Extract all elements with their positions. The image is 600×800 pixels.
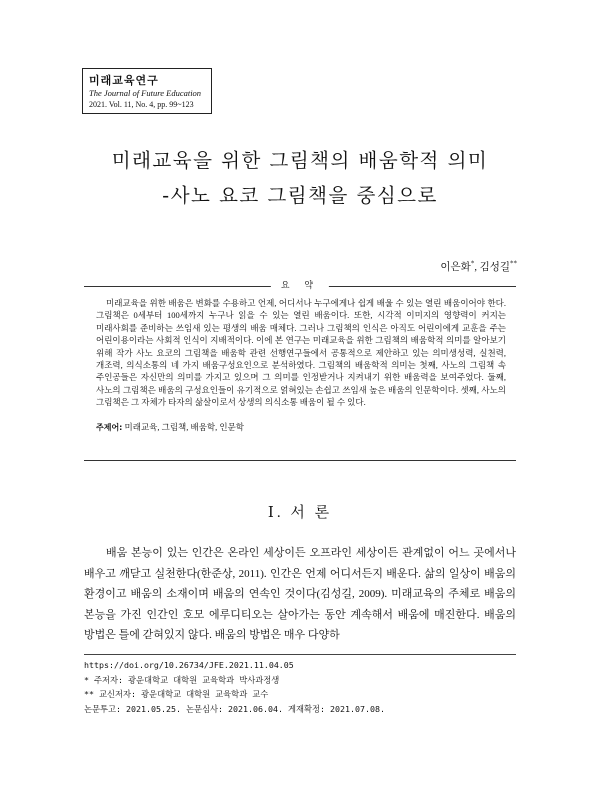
abstract-top-rule bbox=[84, 279, 516, 293]
abstract-section bbox=[84, 279, 516, 433]
journal-name-english: The Journal of Future Education bbox=[89, 88, 202, 98]
section-title: Ⅰ. 서 론 bbox=[267, 505, 333, 521]
footnotes bbox=[84, 654, 516, 716]
keywords-list: 미래교육, 그림책, 배움학, 인문학 bbox=[122, 421, 245, 432]
body-paragraph: 배움 본능이 있는 인간은 온라인 세상이든 오프라인 세상이든 관계없이 어느 곳에서나 배우고 깨닫고 실천한다(한준상, 2011). 인간은 언제 어디서든지 배운다. 삶의 일상이 배움의 환경이고 배움의 소재이며 배움의 연속인 것이다(김성길, 2009). 미래교육의 주체로 배움의 본능을 가진 인간인 호모 에루디티오는 살아가는 동안 계속해서 배움에 매진한다. 배움의 방법은 틀에 갇혀있지 않다. 배움의 방법은 매우 다양하 bbox=[84, 547, 516, 641]
abstract-bottom-rule bbox=[84, 460, 516, 461]
paper-subtitle: -사노 요코 그림책을 중심으로 bbox=[162, 184, 438, 207]
body-text bbox=[84, 543, 516, 646]
journal-name: 미래교육연구 bbox=[89, 74, 159, 87]
footnote-dates: 논문투고: 2021.05.25. 논문심사: 2021.06.04. 게재확정: 2021.07.08. bbox=[84, 703, 385, 714]
paper-title: 미래교육을 위한 그림책의 배움학적 의미 bbox=[111, 149, 489, 172]
keywords-label: 주제어: bbox=[96, 422, 123, 432]
keywords bbox=[96, 421, 516, 433]
doi-link[interactable]: https://doi.org/10.26734/JFE.2021.11.04.05 bbox=[84, 660, 294, 670]
abstract-heading: 요 약 bbox=[271, 279, 329, 293]
author-1-mark: * bbox=[470, 259, 475, 268]
footnote-author-1: * 주저자: 광운대학교 대학원 교육학과 박사과정생 bbox=[84, 674, 280, 685]
author-2-mark: ** bbox=[510, 259, 517, 268]
author-2: 김성길 bbox=[479, 262, 510, 273]
footnote-author-2: ** 교신저자: 광운대학교 대학원 교육학과 교수 bbox=[84, 689, 269, 699]
journal-volume: 2021. Vol. 11, No. 4, pp. 99~123 bbox=[89, 100, 194, 109]
abstract-body: 미래교육을 위한 배움은 변화를 수용하고 언제, 어디서나 누구에게나 쉽게 배울 수 있는 열린 배움이어야 한다. 그림책은 0세부터 100세까지 누구나 읽을 수 있는 열린 배움이다. 또한, 시각적 이미지의 영향력이 커지는 미래사회를 준비하는 쓰임새 있는 평생의 배움 매체다. 그러나 그림책의 인식은 아직도 어린이에게 교훈을 주는 어린이용이라는 사회적 인식이 지배적이다. 이에 본 연구는 미래교육을 위한 그림책의 배움학적 의미를 알아보기 위해 작가 사노 요코의 그림책을 배움학 관련 선행연구들에서 공통적으로 제안하고 있는 의미생성력, 실천력, 개조력, 의식소통의 네 가지 배움구성요인으로 분석하였다. 그림책의 배움학적 의미는 첫째, 사노의 그림책 속 주인공들은 자신만의 의미를 가지고 있으며 그 의미를 인정받거나 지켜내기 위한 배움력을 보여주었다. 둘째, 사노의 그림책은 배움의 구성요인들이 유기적으로 얽혀있는 손쉽고 쓰임새 높은 배움의 인문학이다. 셋째, 사노의 그림책은 그 자체가 타자의 삶살이로서 상생의 의식소통 배움이 될 수 있다. bbox=[96, 298, 506, 408]
author-1: 이은화 bbox=[440, 262, 471, 273]
author-separator: , bbox=[474, 262, 480, 273]
journal-info-box bbox=[82, 68, 212, 114]
authors bbox=[440, 259, 517, 274]
